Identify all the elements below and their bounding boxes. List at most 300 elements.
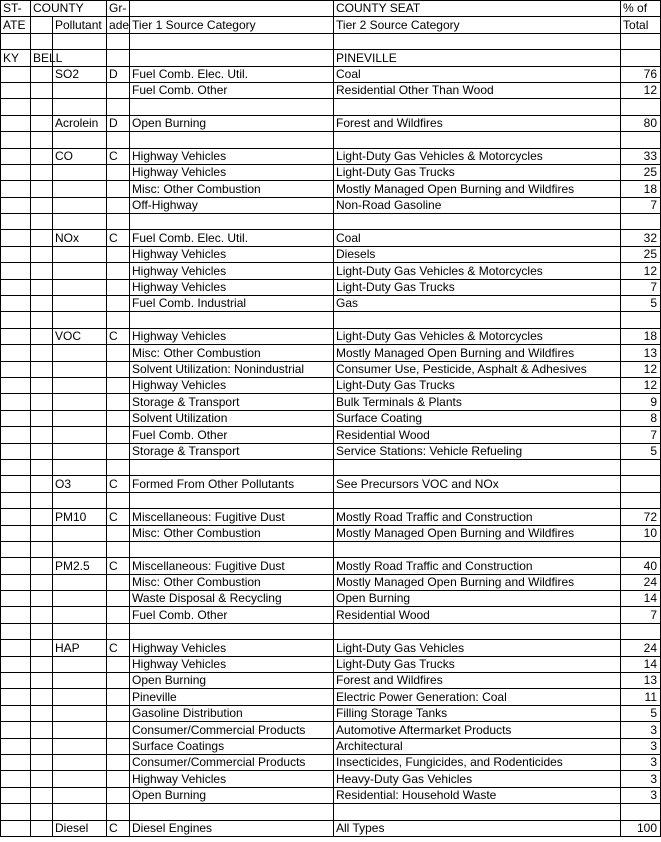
pollutant-cell — [53, 164, 107, 180]
grade-cell — [107, 607, 130, 623]
county-cell — [31, 656, 53, 672]
state-cell — [1, 410, 31, 426]
tier2-cell: Residential Wood — [334, 427, 621, 443]
tier1-cell: Storage & Transport — [130, 443, 334, 459]
table-row — [1, 394, 661, 410]
percent-cell — [621, 99, 661, 115]
tier1-cell — [130, 541, 334, 557]
state-cell — [1, 705, 31, 721]
pollutant-cell: CO — [53, 148, 107, 164]
tier1-cell: Open Burning — [130, 673, 334, 689]
percent-cell: 32 — [621, 230, 661, 246]
grade-cell: C — [107, 640, 130, 656]
pollutant-cell: VOC — [53, 328, 107, 344]
tier1-cell: Open Burning — [130, 115, 334, 131]
tier2-cell — [334, 33, 621, 49]
percent-cell: 40 — [621, 558, 661, 574]
county-cell — [31, 525, 53, 541]
state-cell — [1, 443, 31, 459]
header-row-2 — [1, 17, 661, 33]
county-cell — [31, 492, 53, 508]
percent-cell: 3 — [621, 738, 661, 754]
tier1-cell: Highway Vehicles — [130, 263, 334, 279]
grade-cell — [107, 787, 130, 803]
header-blank — [130, 1, 334, 17]
header-state-top: ST- — [1, 1, 31, 17]
tier2-cell — [334, 459, 621, 475]
tier2-cell: Bulk Terminals & Plants — [334, 394, 621, 410]
percent-cell: 18 — [621, 328, 661, 344]
percent-cell: 24 — [621, 574, 661, 590]
tier1-cell: Highway Vehicles — [130, 279, 334, 295]
pollutant-cell — [53, 754, 107, 770]
county-cell — [31, 591, 53, 607]
tier2-cell — [334, 623, 621, 639]
pollutant-cell — [53, 738, 107, 754]
percent-cell: 10 — [621, 525, 661, 541]
grade-cell: C — [107, 820, 130, 836]
tier2-cell: Mostly Road Traffic and Construction — [334, 558, 621, 574]
state-cell — [1, 279, 31, 295]
pollutant-cell — [53, 132, 107, 148]
table-row — [1, 738, 661, 754]
pollutant-cell: NOx — [53, 230, 107, 246]
percent-cell: 12 — [621, 263, 661, 279]
tier2-cell — [334, 492, 621, 508]
percent-cell — [621, 476, 661, 492]
county-cell — [31, 263, 53, 279]
tier2-cell: Forest and Wildfires — [334, 115, 621, 131]
tier1-cell: Formed From Other Pollutants — [130, 476, 334, 492]
percent-cell: 7 — [621, 279, 661, 295]
state-cell — [1, 459, 31, 475]
county-cell — [31, 443, 53, 459]
county-cell — [31, 541, 53, 557]
tier1-cell — [130, 132, 334, 148]
pollutant-cell — [53, 525, 107, 541]
grade-cell: C — [107, 148, 130, 164]
tier1-cell: Storage & Transport — [130, 394, 334, 410]
tier1-cell: Highway Vehicles — [130, 148, 334, 164]
grade-cell — [107, 443, 130, 459]
table-row — [1, 132, 661, 148]
tier2-cell: Gas — [334, 296, 621, 312]
tier1-cell — [130, 50, 334, 66]
table-row — [1, 246, 661, 262]
pollutant-cell: Diesel — [53, 820, 107, 836]
tier2-cell: Mostly Managed Open Burning and Wildfires — [334, 181, 621, 197]
state-cell — [1, 181, 31, 197]
table-row — [1, 345, 661, 361]
percent-cell: 7 — [621, 197, 661, 213]
county-cell — [31, 722, 53, 738]
county-cell — [31, 377, 53, 393]
state-cell — [1, 722, 31, 738]
tier1-cell — [130, 623, 334, 639]
tier2-cell: Light-Duty Gas Vehicles — [334, 640, 621, 656]
table-row — [1, 689, 661, 705]
grade-cell: C — [107, 328, 130, 344]
county-cell — [31, 99, 53, 115]
tier1-cell: Fuel Comb. Elec. Util. — [130, 66, 334, 82]
tier1-cell: Miscellaneous: Fugitive Dust — [130, 509, 334, 525]
tier1-cell: Highway Vehicles — [130, 377, 334, 393]
county-cell — [31, 214, 53, 230]
grade-cell — [107, 804, 130, 820]
grade-cell — [107, 738, 130, 754]
percent-cell: 8 — [621, 410, 661, 426]
pollutant-cell — [53, 197, 107, 213]
pollutant-cell — [53, 443, 107, 459]
grade-cell — [107, 623, 130, 639]
county-cell — [31, 164, 53, 180]
tier2-cell: Electric Power Generation: Coal — [334, 689, 621, 705]
tier2-cell — [334, 214, 621, 230]
grade-cell — [107, 214, 130, 230]
pollutant-cell — [53, 459, 107, 475]
county-cell — [31, 623, 53, 639]
table-row — [1, 754, 661, 770]
percent-cell — [621, 312, 661, 328]
tier1-cell: Highway Vehicles — [130, 328, 334, 344]
table-row — [1, 459, 661, 475]
tier2-cell: Coal — [334, 230, 621, 246]
table-row — [1, 164, 661, 180]
tier2-cell: Mostly Managed Open Burning and Wildfires — [334, 525, 621, 541]
state-cell — [1, 164, 31, 180]
state-cell — [1, 361, 31, 377]
pollutant-cell — [53, 804, 107, 820]
tier1-cell: Highway Vehicles — [130, 640, 334, 656]
percent-cell: 7 — [621, 427, 661, 443]
tier2-cell — [334, 312, 621, 328]
header-county-seat: COUNTY SEAT — [334, 1, 621, 17]
percent-cell: 9 — [621, 394, 661, 410]
percent-cell: 12 — [621, 361, 661, 377]
tier1-cell: Miscellaneous: Fugitive Dust — [130, 558, 334, 574]
pollutant-cell — [53, 361, 107, 377]
state-cell — [1, 509, 31, 525]
tier1-cell: Fuel Comb. Industrial — [130, 296, 334, 312]
county-cell — [31, 689, 53, 705]
table-row — [1, 361, 661, 377]
pollutant-cell — [53, 591, 107, 607]
county-cell — [31, 394, 53, 410]
header-tier2: Tier 2 Source Category — [334, 17, 621, 33]
tier1-cell — [130, 804, 334, 820]
county-cell — [31, 279, 53, 295]
county-cell — [31, 312, 53, 328]
pollutant-cell — [53, 771, 107, 787]
table-row — [1, 82, 661, 98]
percent-cell: 25 — [621, 246, 661, 262]
table-row — [1, 705, 661, 721]
grade-cell — [107, 33, 130, 49]
tier2-cell: Automotive Aftermarket Products — [334, 722, 621, 738]
county-cell — [31, 820, 53, 836]
percent-cell: 24 — [621, 640, 661, 656]
tier2-cell: Filling Storage Tanks — [334, 705, 621, 721]
grade-cell — [107, 689, 130, 705]
table-row — [1, 722, 661, 738]
county-cell — [31, 673, 53, 689]
tier2-cell — [334, 132, 621, 148]
percent-cell: 12 — [621, 377, 661, 393]
tier2-cell: Residential Wood — [334, 607, 621, 623]
pollutant-cell — [53, 705, 107, 721]
tier1-cell: Fuel Comb. Other — [130, 427, 334, 443]
state-cell — [1, 263, 31, 279]
pollutant-cell — [53, 214, 107, 230]
tier2-cell: See Precursors VOC and NOx — [334, 476, 621, 492]
table-row — [1, 115, 661, 131]
tier2-cell: Architectural — [334, 738, 621, 754]
table-row — [1, 623, 661, 639]
tier2-cell: Residential: Household Waste — [334, 787, 621, 803]
grade-cell — [107, 246, 130, 262]
tier2-cell — [334, 541, 621, 557]
county-cell — [31, 754, 53, 770]
pollutant-cell — [53, 656, 107, 672]
tier2-cell: Diesels — [334, 246, 621, 262]
grade-cell: C — [107, 476, 130, 492]
state-cell — [1, 623, 31, 639]
tier2-cell: Light-Duty Gas Trucks — [334, 164, 621, 180]
table-row — [1, 804, 661, 820]
county-cell — [31, 132, 53, 148]
county-cell — [31, 476, 53, 492]
grade-cell — [107, 361, 130, 377]
table-row — [1, 230, 661, 246]
grade-cell — [107, 197, 130, 213]
tier2-cell: Mostly Managed Open Burning and Wildfires — [334, 574, 621, 590]
pollutant-cell: Acrolein — [53, 115, 107, 131]
state-cell — [1, 607, 31, 623]
tier1-cell: Diesel Engines — [130, 820, 334, 836]
percent-cell — [621, 623, 661, 639]
tier2-cell: Light-Duty Gas Trucks — [334, 377, 621, 393]
pollutant-cell — [53, 787, 107, 803]
pollutant-cell — [53, 181, 107, 197]
tier2-cell: All Types — [334, 820, 621, 836]
percent-cell — [621, 541, 661, 557]
grade-cell — [107, 279, 130, 295]
county-cell — [31, 804, 53, 820]
pollutant-cell — [53, 345, 107, 361]
county-cell — [31, 640, 53, 656]
percent-cell — [621, 804, 661, 820]
grade-cell — [107, 673, 130, 689]
grade-cell — [107, 164, 130, 180]
table-row — [1, 443, 661, 459]
grade-cell — [107, 181, 130, 197]
grade-cell — [107, 705, 130, 721]
state-cell — [1, 689, 31, 705]
table-row — [1, 328, 661, 344]
table-row — [1, 99, 661, 115]
grade-cell: C — [107, 558, 130, 574]
state-cell — [1, 197, 31, 213]
tier1-cell — [130, 312, 334, 328]
table-row — [1, 50, 661, 66]
header-county: COUNTY — [31, 1, 107, 17]
county-cell — [31, 66, 53, 82]
pollutant-cell — [53, 246, 107, 262]
pollutant-cell — [53, 33, 107, 49]
grade-cell — [107, 132, 130, 148]
grade-cell — [107, 296, 130, 312]
percent-cell: 5 — [621, 705, 661, 721]
state-cell — [1, 656, 31, 672]
table-row — [1, 656, 661, 672]
tier2-cell: Light-Duty Gas Trucks — [334, 656, 621, 672]
table-row — [1, 279, 661, 295]
table-row — [1, 476, 661, 492]
county-cell — [31, 574, 53, 590]
table-row — [1, 558, 661, 574]
state-cell — [1, 132, 31, 148]
percent-cell — [621, 33, 661, 49]
state-cell — [1, 296, 31, 312]
grade-cell — [107, 312, 130, 328]
table-row — [1, 492, 661, 508]
state-cell — [1, 214, 31, 230]
grade-cell — [107, 771, 130, 787]
table-row — [1, 640, 661, 656]
percent-cell: 5 — [621, 443, 661, 459]
percent-cell: 18 — [621, 181, 661, 197]
header-grade-top: Gr- — [107, 1, 130, 17]
state-cell — [1, 148, 31, 164]
tier1-cell: Consumer/Commercial Products — [130, 754, 334, 770]
table-row — [1, 525, 661, 541]
pollutant-cell — [53, 410, 107, 426]
percent-cell: 3 — [621, 787, 661, 803]
tier2-cell: Residential Other Than Wood — [334, 82, 621, 98]
county-cell — [31, 296, 53, 312]
tier1-cell: Highway Vehicles — [130, 656, 334, 672]
state-cell — [1, 820, 31, 836]
pollutant-cell — [53, 574, 107, 590]
county-cell — [31, 771, 53, 787]
state-cell — [1, 673, 31, 689]
percent-cell: 80 — [621, 115, 661, 131]
county-cell — [31, 427, 53, 443]
state-cell — [1, 66, 31, 82]
state-cell — [1, 738, 31, 754]
pollutant-cell: SO2 — [53, 66, 107, 82]
grade-cell — [107, 459, 130, 475]
state-cell — [1, 82, 31, 98]
grade-cell — [107, 541, 130, 557]
table-row — [1, 787, 661, 803]
tier2-cell: Service Stations: Vehicle Refueling — [334, 443, 621, 459]
header-percent-top: % of — [621, 1, 661, 17]
tier2-cell — [334, 99, 621, 115]
table-row — [1, 197, 661, 213]
state-cell — [1, 312, 31, 328]
pollutant-cell — [53, 99, 107, 115]
grade-cell — [107, 99, 130, 115]
pollutant-cell — [53, 82, 107, 98]
pollutant-cell: HAP — [53, 640, 107, 656]
percent-cell: 25 — [621, 164, 661, 180]
percent-cell: 14 — [621, 591, 661, 607]
tier1-cell: Surface Coatings — [130, 738, 334, 754]
pollutant-cell — [53, 492, 107, 508]
state-cell: KY — [1, 50, 31, 66]
pollutant-cell — [53, 673, 107, 689]
state-cell — [1, 345, 31, 361]
county-cell — [31, 230, 53, 246]
header-state-bottom: ATE — [1, 17, 31, 33]
table-row — [1, 181, 661, 197]
state-cell — [1, 771, 31, 787]
county-cell — [31, 607, 53, 623]
pollutant-cell — [53, 427, 107, 443]
county-cell — [31, 197, 53, 213]
state-cell — [1, 246, 31, 262]
tier2-cell: Light-Duty Gas Vehicles & Motorcycles — [334, 263, 621, 279]
county-cell — [31, 246, 53, 262]
table-row — [1, 541, 661, 557]
table-row — [1, 148, 661, 164]
tier2-cell: Consumer Use, Pesticide, Asphalt & Adhesives — [334, 361, 621, 377]
tier1-cell: Highway Vehicles — [130, 771, 334, 787]
grade-cell — [107, 82, 130, 98]
pollutant-cell — [53, 394, 107, 410]
tier2-cell: Heavy-Duty Gas Vehicles — [334, 771, 621, 787]
percent-cell — [621, 214, 661, 230]
pollutant-cell — [53, 377, 107, 393]
tier2-cell: Surface Coating — [334, 410, 621, 426]
percent-cell: 100 — [621, 820, 661, 836]
grade-cell — [107, 263, 130, 279]
grade-cell — [107, 754, 130, 770]
state-cell — [1, 328, 31, 344]
state-cell — [1, 787, 31, 803]
county-cell — [31, 558, 53, 574]
tier2-cell: Light-Duty Gas Vehicles & Motorcycles — [334, 148, 621, 164]
grade-cell — [107, 345, 130, 361]
county-cell — [31, 705, 53, 721]
header-pollutant: Pollutant — [53, 17, 107, 33]
table-row — [1, 820, 661, 836]
percent-cell: 3 — [621, 754, 661, 770]
tier1-cell: Off-Highway — [130, 197, 334, 213]
grade-cell — [107, 656, 130, 672]
grade-cell — [107, 394, 130, 410]
percent-cell: 33 — [621, 148, 661, 164]
tier1-cell: Solvent Utilization — [130, 410, 334, 426]
pollutant-cell — [53, 722, 107, 738]
table-row — [1, 312, 661, 328]
county-cell — [31, 738, 53, 754]
grade-cell — [107, 525, 130, 541]
tier1-cell — [130, 492, 334, 508]
tier1-cell: Gasoline Distribution — [130, 705, 334, 721]
percent-cell: 14 — [621, 656, 661, 672]
table-row — [1, 574, 661, 590]
tier1-cell: Highway Vehicles — [130, 246, 334, 262]
percent-cell: 72 — [621, 509, 661, 525]
county-cell — [31, 509, 53, 525]
header-tier1: Tier 1 Source Category — [130, 17, 334, 33]
tier2-cell: Mostly Managed Open Burning and Wildfires — [334, 345, 621, 361]
grade-cell — [107, 492, 130, 508]
percent-cell — [621, 50, 661, 66]
percent-cell — [621, 492, 661, 508]
